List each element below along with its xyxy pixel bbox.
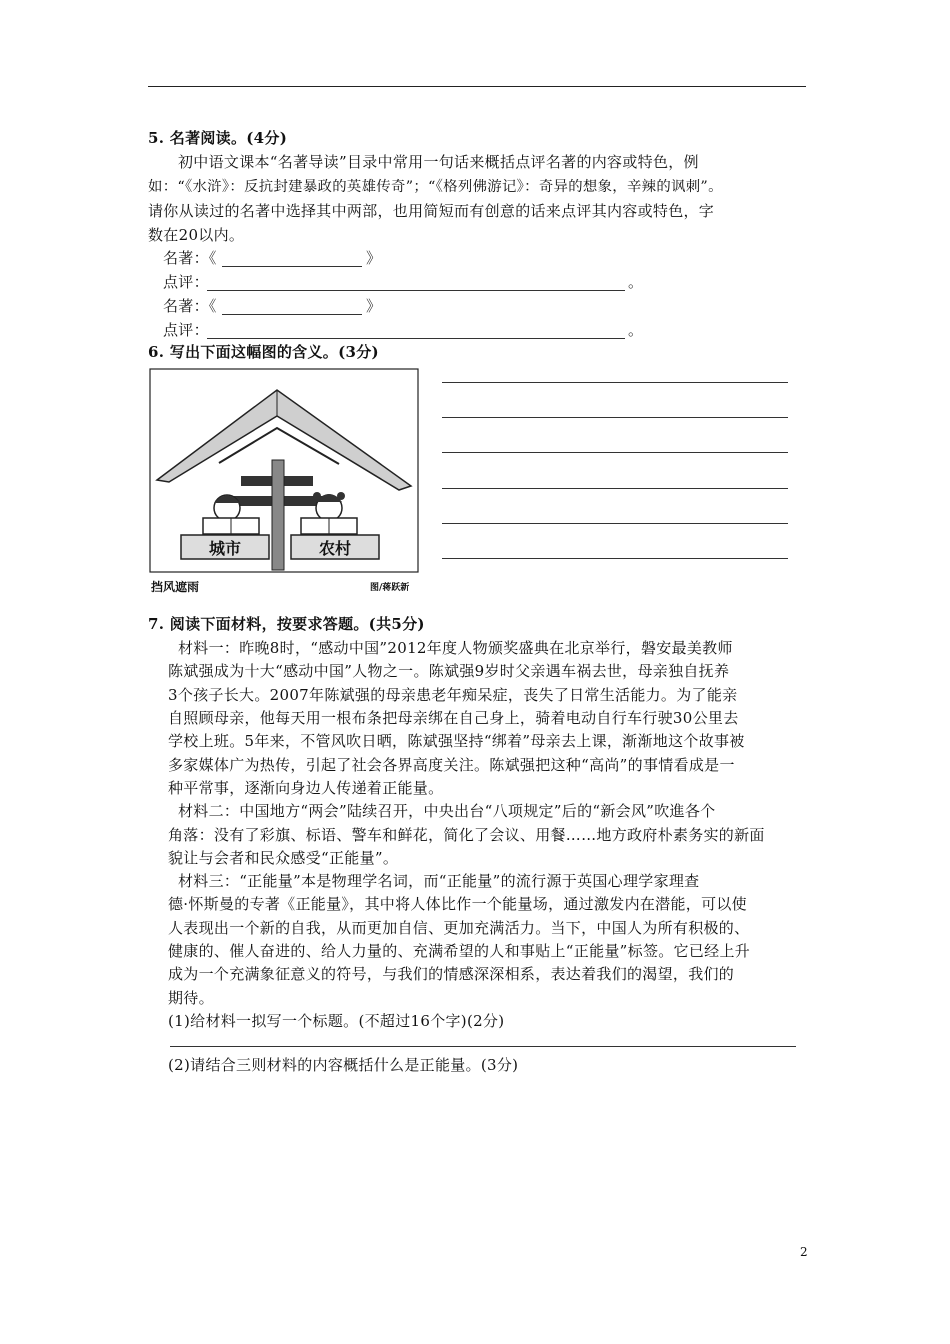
material2-line: 角落：没有了彩旗、标语、警车和鲜花，简化了会议、用餐……地方政府朴素务实的新面 xyxy=(168,826,765,844)
comment-label-2: 点评： xyxy=(163,321,209,339)
book-close-1: 》 xyxy=(366,249,382,267)
material3-line: 人表现出一个新的自我，从而更加自信、更加充满活力。当下，中国人为所有积极的、 xyxy=(168,919,750,937)
book-label-2: 名著：《 xyxy=(163,297,217,315)
cartoon-credit: 图/蒋跃新 xyxy=(370,583,410,593)
material3-line: 成为一个充满象征意义的符号，与我们的情感深深相系，表达着我们的渴望，我们的 xyxy=(168,965,735,983)
answer-line[interactable] xyxy=(442,452,788,453)
material1-line: 材料一：昨晚8时，“感动中国”2012年度人物颁奖盛典在北京举行，磐安最美教师 xyxy=(178,639,733,657)
q5-text-line: 数在20以内。 xyxy=(148,226,245,244)
q5-text-line: 初中语文课本“名著导读”目录中常用一句话来概括点评名著的内容或特色，例 xyxy=(178,153,699,171)
material1-line: 多家媒体广为热传，引起了社会各界高度关注。陈斌强把这种“高尚”的事情看成是一 xyxy=(168,756,735,774)
material1-line: 陈斌强成为十大“感动中国”人物之一。陈斌强9岁时父亲遇车祸去世，母亲独自抚养 xyxy=(168,662,730,680)
material1-line: 自照顾母亲，他每天用一根布条把母亲绑在自己身上，骑着电动自行车行驶30公里去 xyxy=(168,709,739,727)
end-mark-1: 。 xyxy=(628,273,644,291)
answer-line[interactable] xyxy=(442,523,788,524)
q7-title: 7. 阅读下面材料，按要求答题。(共5分) xyxy=(148,615,425,633)
material1-line: 种平常事，逐渐向身边人传递着正能量。 xyxy=(168,779,444,797)
material1-line: 3个孩子长大。2007年陈斌强的母亲患老年痴呆症，丧失了日常生活能力。为了能亲 xyxy=(168,686,738,704)
q5-text-line: 请你从读过的名著中选择其中两部，也用简短而有创意的话来点评其内容或特色，字 xyxy=(148,202,715,220)
answer-line[interactable] xyxy=(442,488,788,489)
q7-sub1: (1)给材料一拟写一个标题。(不超过16个字)(2分) xyxy=(168,1012,505,1030)
header-rule xyxy=(148,86,806,87)
material2-line: 貌让与会者和民众感受“正能量”。 xyxy=(168,849,399,867)
book-title-blank-2[interactable] xyxy=(222,314,362,315)
comment-blank-1[interactable] xyxy=(207,290,625,291)
material1-line: 学校上班。5年来，不管风吹日晒，陈斌强坚持“绑着”母亲去上课，渐渐地这个故事被 xyxy=(168,732,745,750)
page-number: 2 xyxy=(800,1245,808,1259)
cartoon-image xyxy=(149,368,419,573)
material3-line: 材料三：“正能量”本是物理学名词，而“正能量”的流行源于英国心理学家理查 xyxy=(178,872,700,890)
cartoon-sign-left: 城市 xyxy=(208,539,242,558)
material3-line: 期待。 xyxy=(168,989,214,1007)
cartoon-sign-right: 农村 xyxy=(318,539,352,558)
q5-text-line: 如：“《水浒》：反抗封建暴政的英雄传奇”；“《格列佛游记》：奇异的想象，辛辣的讽刺”。 xyxy=(148,179,723,195)
q7-sub2: (2)请结合三则材料的内容概括什么是正能量。(3分) xyxy=(168,1056,519,1074)
material2-line: 材料二：中国地方“两会”陆续召开，中央出台“八项规定”后的“新会风”吹進各个 xyxy=(178,802,716,820)
comment-blank-2[interactable] xyxy=(207,338,625,339)
book-title-blank-1[interactable] xyxy=(222,266,362,267)
answer-line[interactable] xyxy=(442,382,788,383)
cartoon-caption: 挡风遮雨 xyxy=(151,580,200,594)
end-mark-2: 。 xyxy=(628,321,644,339)
book-close-2: 》 xyxy=(366,297,382,315)
material3-line: 德·怀斯曼的专著《正能量》，其中将人体比作一个能量场，通过激发内在潜能，可以使 xyxy=(168,895,747,913)
q6-title: 6. 写出下面这幅图的含义。(3分) xyxy=(148,343,379,361)
comment-label-1: 点评： xyxy=(163,273,209,291)
answer-line[interactable] xyxy=(442,417,788,418)
answer-line[interactable] xyxy=(442,558,788,559)
q5-title: 5. 名著阅读。(4分) xyxy=(148,129,288,147)
book-label-1: 名著：《 xyxy=(163,249,217,267)
material3-line: 健康的、催人奋进的、给人力量的、充满希望的人和事贴上“正能量”标签。它已经上升 xyxy=(168,942,751,960)
sub1-answer-line[interactable] xyxy=(170,1046,796,1047)
